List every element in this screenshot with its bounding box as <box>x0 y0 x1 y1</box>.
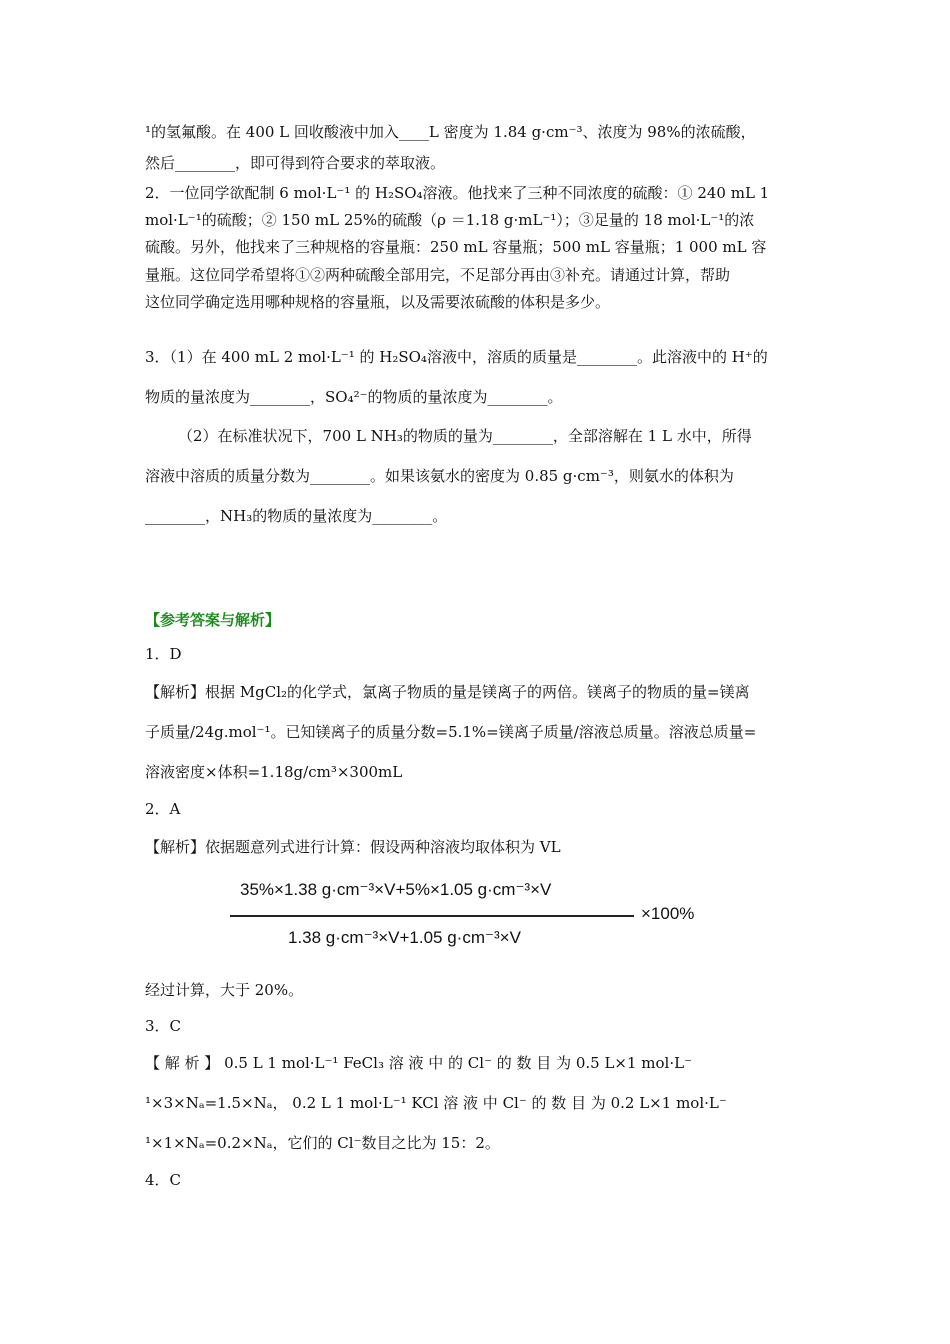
analysis-1-line-1: 【解析】根据 MgCl₂的化学式，氯离子物质的量是镁离子的两倍。镁离子的物质的量=镁离 <box>145 683 750 701</box>
analysis-1-line-2: 子质量/24g.mol⁻¹。已知镁离子的质量分数=5.1%=镁离子质量/溶液总质量。溶液总质量= <box>145 723 757 741</box>
question-2-line-4: 量瓶。这位同学希望将①②两种硫酸全部用完，不足部分再由③补充。请通过计算，帮助 <box>145 266 731 284</box>
question-2-line-3: 硫酸。另外，他找来了三种规格的容量瓶：250 mL 容量瓶；500 mL 容量瓶；1 000 mL 容 <box>145 238 767 256</box>
answers-heading: 【参考答案与解析】 <box>145 611 281 629</box>
answer-2: 2．A <box>145 800 181 818</box>
question-2-line-5: 这位同学确定选用哪种规格的容量瓶，以及需要浓硫酸的体积是多少。 <box>145 293 611 311</box>
analysis-3-line-1: 【 解 析 】 0.5 L 1 mol·L⁻¹ FeCl₃ 溶 液 中 的 Cl⁻ 的 数 目 为 0.5 L×1 mol·L⁻ <box>145 1054 693 1072</box>
answer-4: 4．C <box>145 1171 182 1189</box>
analysis-2-line-1: 【解析】依据题意列式进行计算：假设两种溶液均取体积为 VL <box>145 838 561 856</box>
formula-image <box>230 872 720 958</box>
question-3-line-2: 物质的量浓度为________，SO₄²⁻的物质的量浓度为________。 <box>145 388 563 406</box>
analysis-2-result: 经过计算，大于 20%。 <box>145 981 304 999</box>
analysis-3-line-2: ¹×3×Nₐ=1.5×Nₐ， 0.2 L 1 mol·L⁻¹ KCl 溶 液 中 Cl⁻ 的 数 目 为 0.2 L×1 mol·L⁻ <box>145 1094 727 1112</box>
analysis-3-line-3: ¹×1×Nₐ=0.2×Nₐ，它们的 Cl⁻数目之比为 15：2。 <box>145 1134 500 1152</box>
question-2-line-2: mol·L⁻¹的硫酸；② 150 mL 25%的硫酸（ρ ＝1.18 g·mL⁻¹）；③足量的 18 mol·L⁻¹的浓 <box>145 211 755 229</box>
question-3-line-1: 3．（1）在 400 mL 2 mol·L⁻¹ 的 H₂SO₄溶液中，溶质的质量是________。此溶液中的 H⁺的 <box>145 348 768 366</box>
answer-1: 1．D <box>145 645 182 663</box>
question-1-line-1: ¹的氢氟酸。在 400 L 回收酸液中加入____L 密度为 1.84 g·cm⁻³、浓度为 98%的浓硫酸， <box>145 123 756 141</box>
analysis-1-line-3: 溶液密度×体积=1.18g/cm³×300mL <box>145 763 403 781</box>
question-3-part-2-line-2: 溶液中溶质的质量分数为________。如果该氨水的密度为 0.85 g·cm⁻³，则氨水的体积为 <box>145 467 734 485</box>
formula-denominator: 1.38 g·cm⁻³×V+1.05 g·cm⁻³×V <box>288 928 521 947</box>
question-3-part-2-line-1: （2）在标准状况下，700 L NH₃的物质的量为________，全部溶解在 1 L 水中，所得 <box>178 427 752 445</box>
fraction-bar <box>230 915 634 917</box>
question-3-part-2-line-3: ________，NH₃的物质的量浓度为________。 <box>145 507 448 525</box>
question-2-line-1: 2．一位同学欲配制 6 mol·L⁻¹ 的 H₂SO₄溶液。他找来了三种不同浓度的硫酸：① 240 mL 1 <box>145 184 770 202</box>
answer-3: 3．C <box>145 1017 182 1035</box>
formula-multiplier: ×100% <box>641 904 695 923</box>
formula-numerator: 35%×1.38 g·cm⁻³×V+5%×1.05 g·cm⁻³×V <box>240 880 552 899</box>
question-1-line-2: 然后________，即可得到符合要求的萃取液。 <box>145 154 446 172</box>
